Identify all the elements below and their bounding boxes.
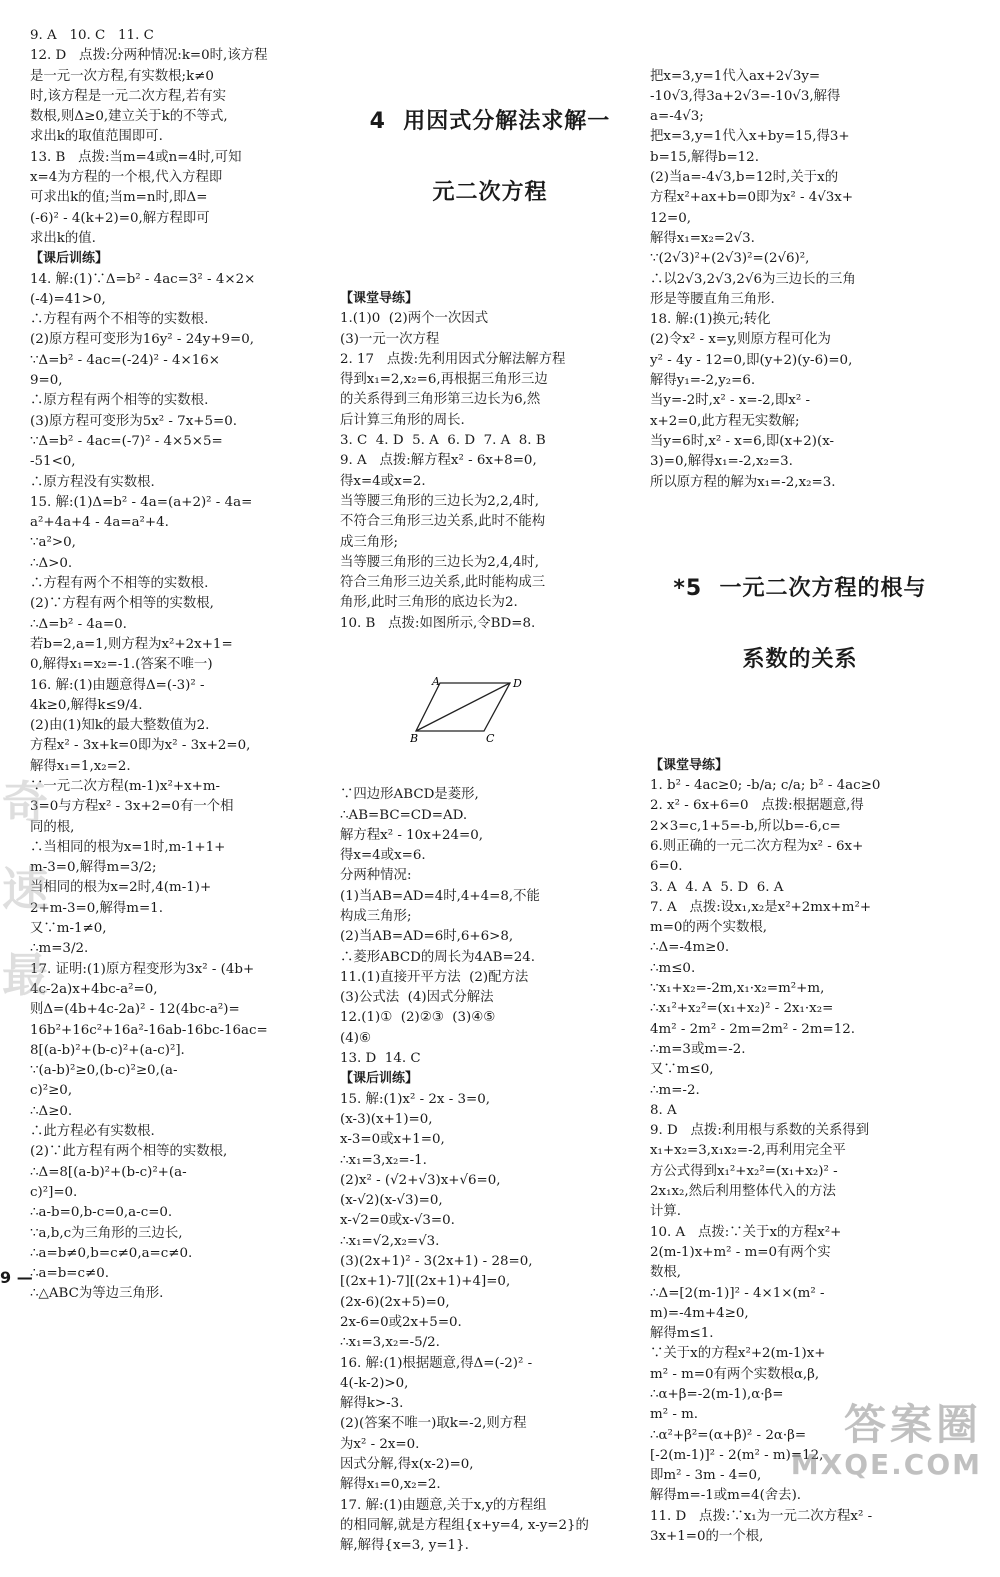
answer-line: (1)当AB=AD=4时,4+4=8,不能 [340, 888, 540, 904]
answer-line: ∴Δ=b² - 4a=0. [30, 616, 127, 632]
answer-line: a=-4√3; [650, 109, 704, 125]
answer-line: ∴x₁=√2,x₂=√3. [340, 1233, 440, 1249]
answer-line: 9. A 10. C 11. C [30, 28, 154, 43]
answer-line: 4m² - 2m² - 2m=2m² - 2m=12. [650, 1021, 856, 1037]
answer-line: ∴原方程没有实数根. [30, 474, 155, 490]
rhombus-abcd-diagram [410, 675, 530, 743]
answer-line: 当y=-2时,x² - x=-2,即x² - [650, 393, 810, 409]
vertex-label-a: A [432, 674, 440, 688]
answer-line: m)=-4m+4≥0, [650, 1305, 749, 1321]
answer-line: 3x+1=0的一个根, [650, 1529, 764, 1545]
answer-line: 【课堂导练】 [340, 290, 419, 306]
answer-line: 数根, [650, 1265, 682, 1281]
answer-line: 求出k的取值范围即可. [30, 129, 163, 145]
answer-line: (3)(2x+1)² - 3(2x+1) - 28=0, [340, 1254, 533, 1270]
answer-line: (x-√2)(x-√3)=0, [340, 1193, 443, 1209]
answer-line: ∴α²+β²=(α+β)² - 2α·β= [650, 1427, 807, 1443]
answer-line: 4(-k-2)>0, [340, 1375, 409, 1391]
answer-line: 分两种情况: [340, 868, 412, 884]
answer-line: 6=0. [650, 859, 683, 875]
section-title-line: *5 一元二次方程的根与 [673, 576, 927, 602]
answer-line: 当相同的根为x=2时,4(m-1)+ [30, 880, 212, 896]
answer-line: 11.(1)直接开平方法 (2)配方法 [340, 969, 529, 985]
answer-line: 得x=4或x=6. [340, 848, 426, 864]
side-watermark: 奇速最 [2, 776, 48, 1002]
answer-line: (2)由(1)知k的最大整数值为2. [30, 718, 210, 734]
answer-line: x-3=0或x+1=0, [340, 1132, 445, 1148]
answer-line: 10. B 点拨:如图所示,令BD=8. [340, 615, 536, 631]
answer-line: ∵a²>0, [30, 535, 76, 551]
answer-line: (2)当a=-4√3,b=12时,关于x的 [650, 170, 839, 186]
answer-line: 6.则正确的一元二次方程为x² - 6x+ [650, 838, 864, 854]
answer-line: ∵(a-b)²≥0,(b-c)²≥0,(a- [30, 1063, 178, 1079]
answer-line: 16b²+16c²+16a²-16ab-16bc-16ac= [30, 1022, 268, 1038]
answer-line: 9. A 点拨:解方程x² - 6x+8=0, [340, 453, 537, 469]
answer-line: 2x-6=0或2x+5=0. [340, 1314, 462, 1330]
answer-line: 8[(a-b)²+(b-c)²+(a-c)²]. [30, 1042, 185, 1058]
answer-line: x-√2=0或x-√3=0. [340, 1213, 455, 1229]
answer-line: m² - m=0有两个实数根α,β, [650, 1366, 820, 1382]
answer-line: 2x₁x₂,然后利用整体代入的方法 [650, 1184, 836, 1200]
answer-line: ∴以2√3,2√3,2√6为三边长的三角 [650, 271, 856, 287]
answer-line: ∴当相同的根为x=1时,m-1+1+ [30, 839, 226, 855]
answer-line: (4)⑥ [340, 1030, 371, 1046]
answer-line: 解得m=-1或m=4(舍去). [650, 1488, 802, 1504]
answer-line: 1.(1)0 (2)两个一次因式 [340, 311, 489, 327]
answer-line: (3)公式法 (4)因式分解法 [340, 990, 494, 1006]
answer-line: 解得y₁=-2,y₂=6. [650, 373, 756, 389]
answer-line: 同的根, [30, 819, 75, 835]
answer-line: 【课堂导练】 [650, 757, 729, 773]
answer-line: ∴方程有两个不相等的实数根. [30, 576, 209, 592]
vertex-label-d: D [513, 676, 522, 690]
answer-line: 9. D 点拨:利用根与系数的关系得到 [650, 1123, 870, 1139]
answer-line: 后计算三角形的周长. [340, 412, 465, 428]
answer-line: (2x-6)(2x+5)=0, [340, 1294, 450, 1310]
stamp-line-1: 答案圈 [843, 1400, 982, 1449]
answer-line: 因式分解,得x(x-2)=0, [340, 1457, 474, 1472]
answer-line: x+2=0,此方程无实数解; [650, 413, 800, 429]
answer-line: ∴m=3或m=-2. [650, 1041, 746, 1057]
answer-line: 15. 解:(1)Δ=b² - 4a=(a+2)² - 4a= [30, 494, 253, 510]
answer-line: 10. A 点拨:∵关于x的方程x²+ [650, 1224, 842, 1240]
answer-line: ∵Δ=b² - 4ac=(-24)² - 4×16× [30, 352, 221, 368]
answer-line: 12. D 点拨:分两种情况:k=0时,该方程 [30, 48, 268, 64]
answer-column-middle [340, 26, 640, 1577]
answer-line: 4c-2a)x+4bc-a²=0, [30, 981, 158, 997]
answer-line: 12.(1)① (2)②③ (3)④⑤ [340, 1010, 496, 1026]
answer-line: 的关系得到三角形第三边长为6,然 [340, 392, 541, 408]
answer-line: a²+4a+4 - 4a=a²+4. [30, 515, 169, 531]
answer-line: 解方程x² - 10x+24=0, [340, 827, 483, 843]
answer-column-right [650, 26, 950, 1568]
answer-line: ∵a,b,c为三角形的三边长, [30, 1225, 183, 1241]
stamp-line-2: MXQE.COM [790, 1448, 982, 1481]
answer-line: (2)(答案不唯一)取k=-2,则方程 [340, 1416, 527, 1432]
answer-line: 9=0, [30, 373, 63, 389]
answer-line: 17. 证明:(1)原方程变形为3x² - (4b+ [30, 961, 255, 977]
answer-line: 求出k的值. [30, 230, 96, 246]
answer-line: 构成三角形; [340, 908, 412, 924]
answer-line: 则Δ=(4b+4c-2a)² - 12(4bc-a²)= [30, 1002, 240, 1018]
answer-line: (2)∵方程有两个相等的实数根, [30, 596, 214, 612]
answer-line: 方程x² - 3x+k=0即为x² - 3x+2=0, [30, 738, 251, 754]
diagonal-bd [416, 683, 510, 731]
answer-line: m² - m. [650, 1407, 699, 1423]
answer-line: 8. A [650, 1102, 677, 1118]
answer-line: 得x=4或x=2. [340, 473, 426, 489]
answer-line: 可求出k的值;当m=n时,即Δ= [30, 190, 208, 206]
answer-line: 15. 解:(1)x² - 2x - 3=0, [340, 1091, 491, 1107]
answer-line: 所以原方程的解为x₁=-2,x₂=3. [650, 474, 836, 490]
answer-line: 3. A 4. A 5. D 6. A [650, 879, 784, 895]
answer-line: 11. D 点拨:∵x₁为一元二次方程x² - [650, 1508, 873, 1524]
answer-line: 即m² - 3m - 4=0, [650, 1468, 762, 1484]
answer-line: (2)x² - (√2+√3)x+√6=0, [340, 1172, 501, 1188]
answer-line: (-4)=41>0, [30, 291, 106, 307]
answer-line: x₁+x₂=3,x₁x₂=-2,再利用完全平 [650, 1143, 846, 1159]
answer-line: ∴Δ≥0. [30, 1103, 73, 1119]
answer-line: ∵Δ=b² - 4ac=(-7)² - 4×5×5= [30, 433, 223, 449]
answer-line: 3. C 4. D 5. A 6. D 7. A 8. B [340, 433, 546, 449]
vertex-label-b: B [410, 731, 419, 743]
answer-line: 18. 解:(1)换元;转化 [650, 312, 771, 328]
answer-line: 时,该方程是一元二次方程,若有实 [30, 88, 226, 104]
answer-line: (2)令x² - x=y,则原方程可化为 [650, 332, 831, 348]
answer-line: y² - 4y - 12=0,即(y+2)(y-6)=0, [650, 352, 853, 368]
answer-line: 形是等腰直角三角形. [650, 291, 775, 307]
answer-line: 3)=0,解得x₁=-2,x₂=3. [650, 454, 793, 470]
answer-line: (x-3)(x+1)=0, [340, 1111, 433, 1127]
answer-line: m-3=0,解得m=3/2; [30, 860, 157, 876]
answer-line: ∴Δ>0. [30, 555, 73, 571]
answer-line: 16. 解:(1)根据题意,得Δ=(-2)² - [340, 1355, 533, 1371]
answer-line: 把x=3,y=1代入x+by=15,得3+ [650, 129, 850, 145]
answer-line: 【课后训练】 [340, 1071, 419, 1087]
answer-line: ∴a=b=c≠0. [30, 1266, 110, 1282]
answer-line: 解得x₁=1,x₂=2. [30, 758, 131, 774]
answer-line: ∴m=-2. [650, 1082, 700, 1098]
answer-line: 为x² - 2x=0. [340, 1436, 420, 1452]
section-title-line: 4 用因式分解法求解一 [369, 109, 611, 135]
answer-line: 14. 解:(1)∵Δ=b² - 4ac=3² - 4×2× [30, 271, 256, 287]
answer-line: ∴菱形ABCD的周长为4AB=24. [340, 949, 536, 965]
answer-line: 方程x²+ax+b=0即为x² - 4√3x+ [650, 190, 854, 206]
answer-line: 0,解得x₁=x₂=-1.(答案不唯一) [30, 657, 213, 673]
answer-line: 2. x² - 6x+6=0 点拨:根据题意,得 [650, 798, 864, 814]
answer-line: 是一元一次方程,有实数根;k≠0 [30, 68, 214, 84]
answer-line: 符合三角形三边关系,此时能构成三 [340, 575, 546, 591]
answer-line: 【课后训练】 [30, 251, 109, 267]
answer-line: -51<0, [30, 454, 76, 470]
answer-line: 4k≥0,解得k≤9/4. [30, 697, 143, 713]
answer-line: 得到x₁=2,x₂=6,再根据三角形三边 [340, 372, 548, 388]
answer-line: 解得m≤1. [650, 1326, 714, 1342]
answer-line: 3=0与方程x² - 3x+2=0有一个相 [30, 799, 234, 815]
answer-line: ∴原方程有两个相等的实数根. [30, 393, 209, 409]
answer-line: 2(m-1)x+m² - m=0有两个实 [650, 1244, 831, 1260]
answer-line: ∴m≤0. [650, 960, 696, 976]
answer-line: c)²≥0, [30, 1083, 73, 1099]
answer-line: ∴a=b≠0,b=c≠0,a=c≠0. [30, 1245, 193, 1261]
section-title-line: 系数的关系 [742, 646, 858, 672]
answer-line: (3)原方程可变形为5x² - 7x+5=0. [30, 413, 237, 429]
answer-line: ∴x₁²+x₂²=(x₁+x₂)² - 2x₁·x₂= [650, 1001, 834, 1017]
answer-line: ∵关于x的方程x²+2(m-1)x+ [650, 1346, 826, 1362]
answer-line: ∴方程有两个不相等的实数根. [30, 312, 209, 328]
section-title-line: 元二次方程 [432, 179, 548, 205]
answer-line: ∴x₁=3,x₂=-5/2. [340, 1335, 440, 1351]
answer-line: 16. 解:(1)由题意得Δ=(-3)² - [30, 677, 205, 693]
answer-line: [(2x+1)-7][(2x+1)+4]=0, [340, 1274, 511, 1290]
answer-line: 解得x₁=x₂=2√3. [650, 230, 755, 246]
answer-line: 2×3=c,1+5=-b,所以b=-6,c= [650, 818, 841, 834]
answer-line: ∵一元二次方程(m-1)x²+x+m- [30, 778, 221, 794]
answer-line: 当等腰三角形的三边长为2,4,4时, [340, 554, 540, 570]
answer-line: 成三角形; [340, 534, 399, 550]
answer-line: 13. B 点拨:当m=4或n=4时,可知 [30, 149, 242, 165]
answer-line: ∵四边形ABCD是菱形, [340, 787, 479, 803]
answer-line: (2)∵此方程有两个相等的实数根, [30, 1144, 228, 1160]
answer-line: m=0的两个实数根, [650, 920, 768, 936]
answer-line: [-2(m-1)]² - 2(m² - m)=12, [650, 1447, 824, 1463]
answer-column-left [30, 26, 330, 1305]
answer-line: ∴Δ=[2(m-1)]² - 4×1×(m² - [650, 1285, 825, 1301]
answer-line: (-6)² - 4(k+2)=0,解方程即可 [30, 210, 210, 226]
answer-line: ∴△ABC为等边三角形. [30, 1286, 164, 1302]
answer-line: 角形,此时三角形的底边长为2. [340, 595, 518, 611]
answer-line: 7. A 点拨:设x₁,x₂是x²+2mx+m²+ [650, 899, 872, 915]
answer-line: 当y=6时,x² - x=6,即(x+2)(x- [650, 433, 835, 449]
answer-line: ∴a-b=0,b-c=0,a-c=0. [30, 1205, 173, 1221]
answer-line: ∵(2√3)²+(2√3)²=(2√6)², [650, 251, 810, 267]
answer-line: ∴此方程必有实数根. [30, 1124, 155, 1140]
answer-line: -10√3,得3a+2√3=-10√3,解得 [650, 88, 841, 104]
answer-line: 的相同解,就是方程组{x+y=4, x-y=2}的 [340, 1517, 589, 1533]
answer-line: 解,解得{x=3, y=1}. [340, 1538, 469, 1554]
answer-line: 1. b² - 4ac≥0; -b/a; c/a; b² - 4ac≥0 [650, 778, 881, 794]
answer-line: ∴Δ=8[(a-b)²+(b-c)²+(a- [30, 1164, 187, 1180]
answer-line: 方公式得到x₁²+x₂²=(x₁+x₂)² - [650, 1163, 838, 1179]
section-4-answers-a [340, 289, 640, 634]
answer-line: 12=0, [650, 210, 692, 226]
vertex-label-c: C [486, 731, 495, 743]
answer-line: 13. D 14. C [340, 1051, 421, 1067]
site-stamp-logo [791, 1401, 982, 1481]
answer-line: 把x=3,y=1代入ax+2√3y= [650, 68, 821, 84]
answer-line: 又∵m-1≠0, [30, 921, 107, 937]
answer-line: 2. 17 点拨:先利用因式分解法解方程 [340, 351, 566, 367]
answer-line: 2+m-3=0,解得m=1. [30, 900, 163, 916]
answer-line: x=4为方程的一个根,代入方程即 [30, 170, 223, 186]
answer-line: 解得x₁=0,x₂=2. [340, 1477, 441, 1493]
section-title-4 [340, 67, 640, 249]
answer-line: 解得k>-3. [340, 1396, 404, 1412]
answer-line: 若b=2,a=1,则方程为x²+2x+1= [30, 636, 233, 652]
section-title-5 [650, 533, 950, 715]
rhombus-figure [340, 675, 640, 745]
answer-line: 17. 解:(1)由题意,关于x,y的方程组 [340, 1497, 547, 1513]
answer-line: ∴α+β=-2(m-1),α·β= [650, 1387, 784, 1402]
page-number: 9 — [0, 1268, 33, 1287]
answer-line: ∵x₁+x₂=-2m,x₁·x₂=m²+m, [650, 981, 825, 997]
answer-line: 又∵m≤0, [650, 1062, 714, 1078]
answer-line: (2)当AB=AD=6时,6+6>8, [340, 929, 514, 945]
answer-line: ∴x₁=3,x₂=-1. [340, 1152, 427, 1168]
answer-line: 当等腰三角形的三边长为2,2,4时, [340, 493, 540, 509]
answer-line: (2)原方程可变形为16y² - 24y+9=0, [30, 332, 255, 348]
answer-line: 计算. [650, 1204, 682, 1220]
answer-line: ∴m=3/2. [30, 941, 89, 957]
answer-line: ∴AB=BC=CD=AD. [340, 807, 468, 823]
answer-line: ∴Δ=-4m≥0. [650, 940, 730, 956]
answer-line: 不符合三角形三边关系,此时不能构 [340, 514, 546, 530]
answer-line: 数根,则Δ≥0,建立关于k的不等式, [30, 109, 228, 125]
answer-line: b=15,解得b=12. [650, 149, 759, 165]
section-4-answers-b [340, 785, 640, 1556]
answer-line: c)²]=0. [30, 1184, 78, 1200]
continued-answers [650, 67, 950, 493]
answer-line: (3)一元一次方程 [340, 331, 440, 347]
